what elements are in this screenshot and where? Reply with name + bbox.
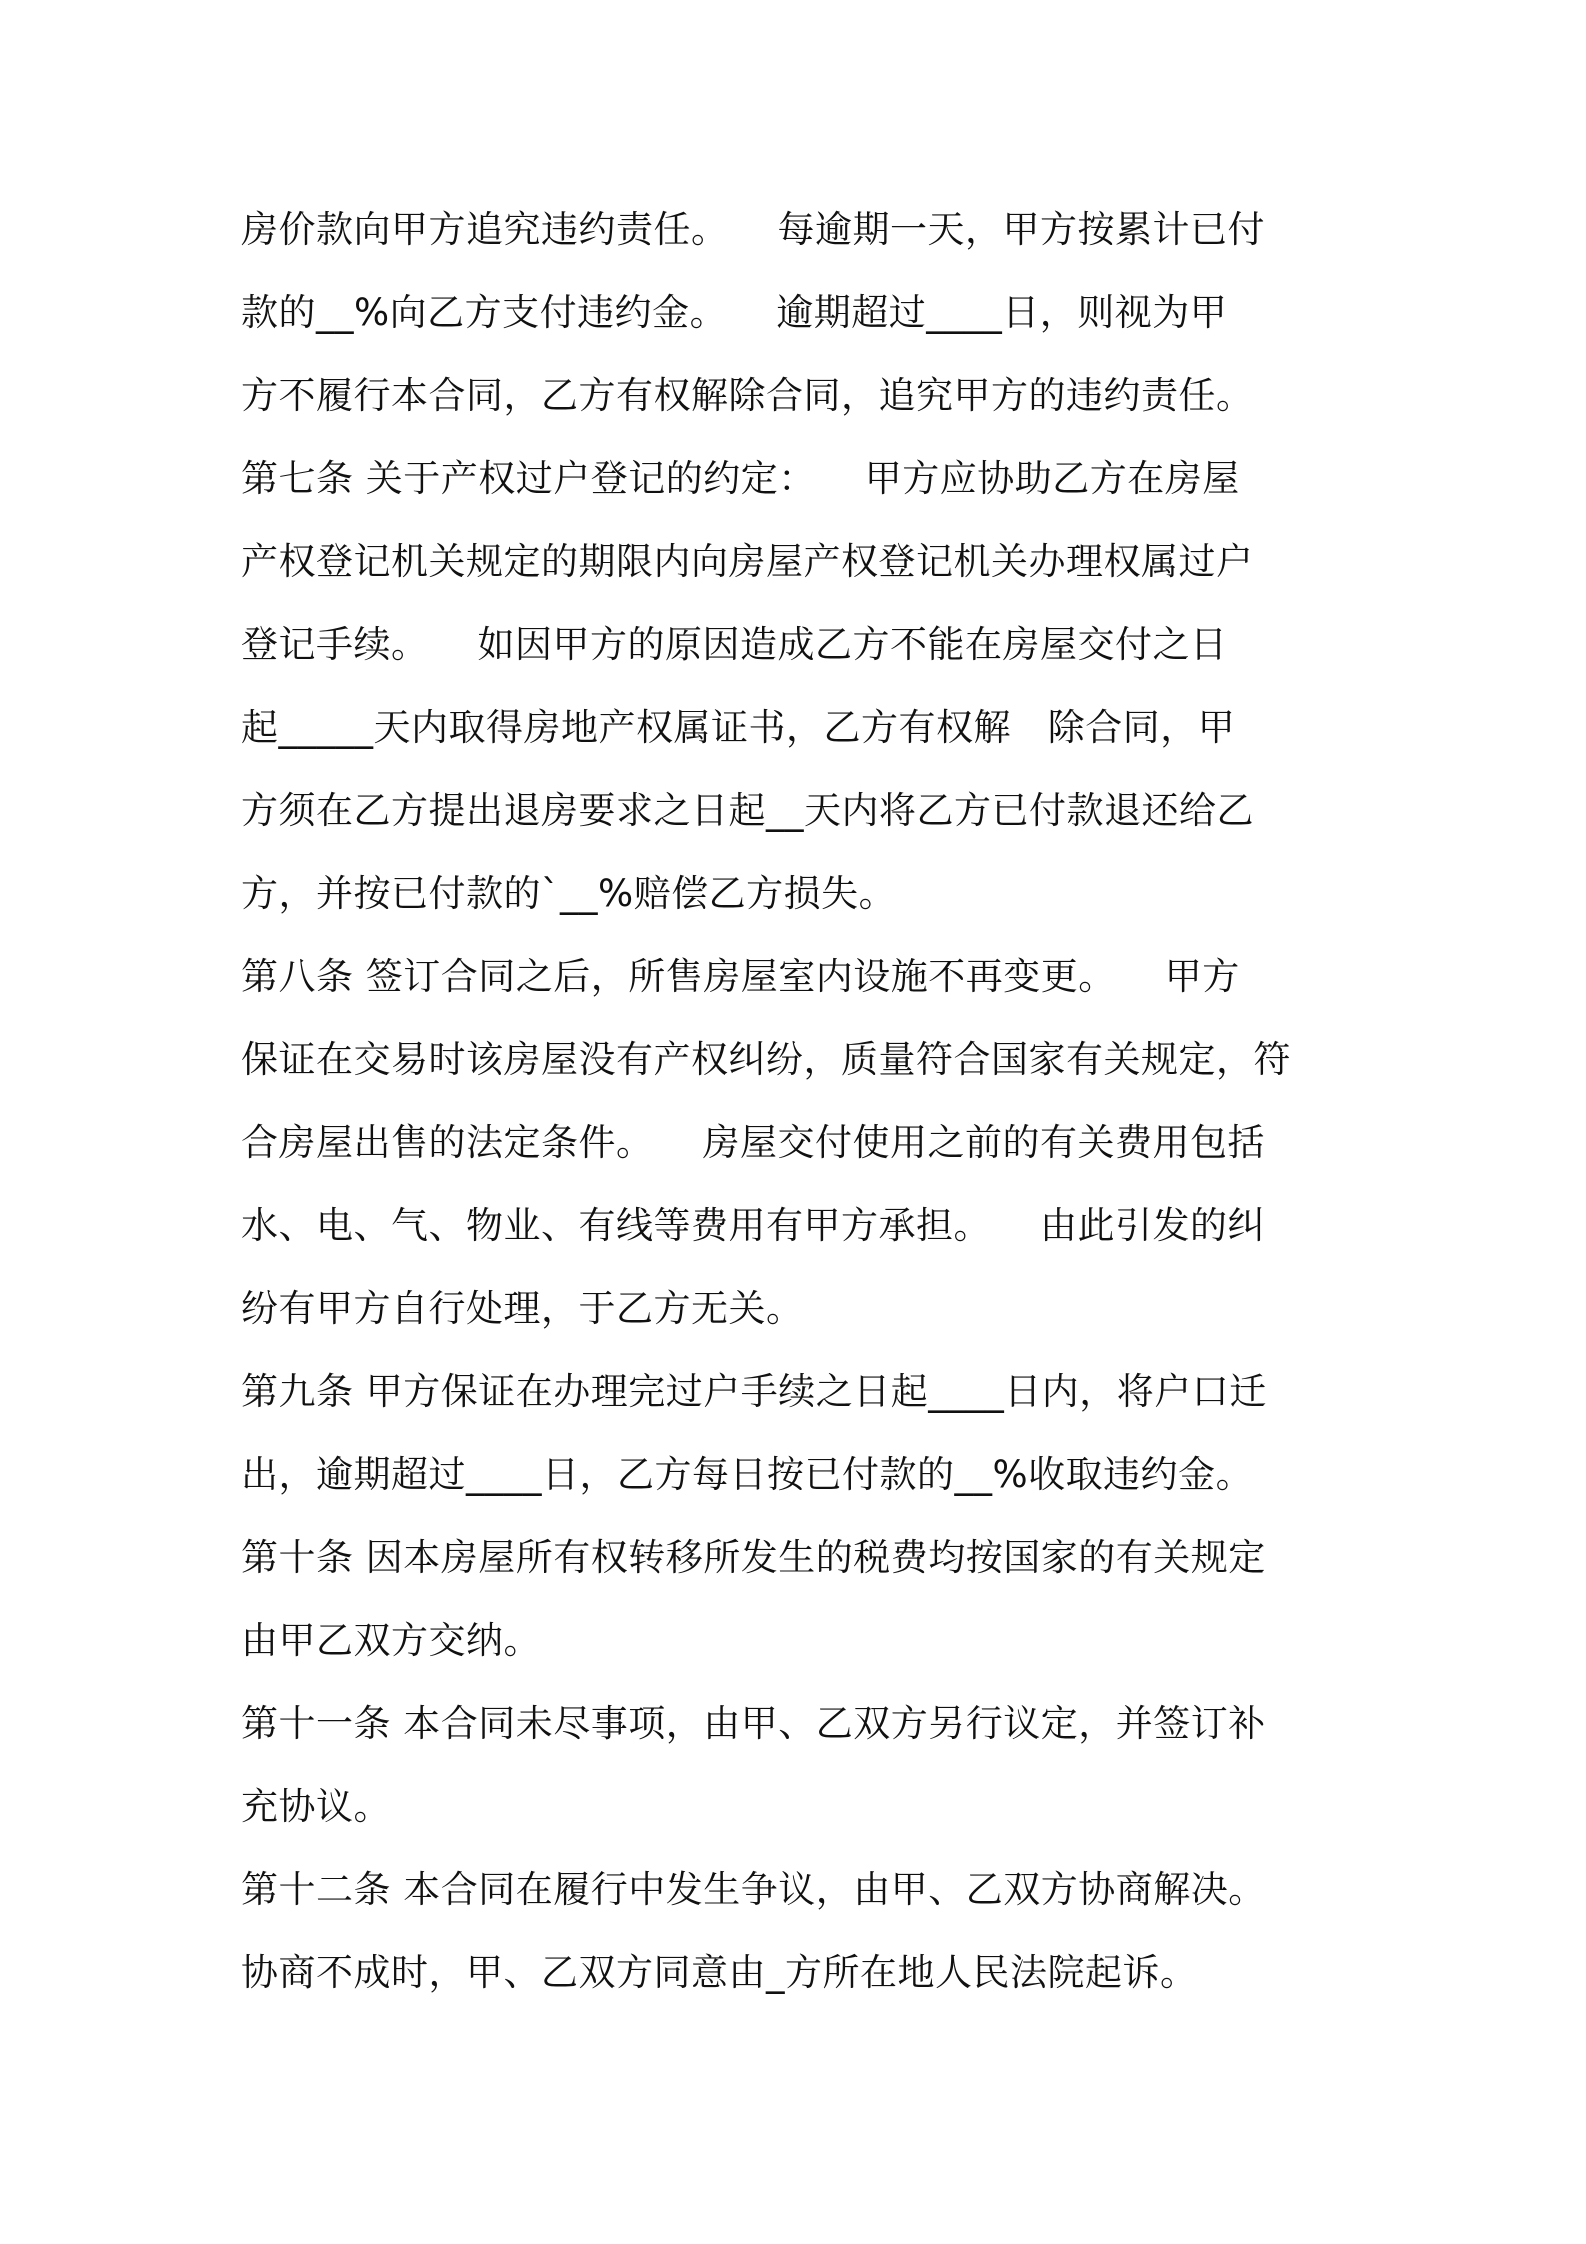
text-line: 第八条 签订合同之后，所售房屋室内设施不再变更。 甲方 bbox=[241, 955, 1240, 998]
text-line: 合房屋出售的法定条件。 房屋交付使用之前的有关费用包括 bbox=[241, 1121, 1266, 1164]
text-line: 由甲乙双方交纳。 bbox=[241, 1619, 541, 1662]
text-line: 产权登记机关规定的期限内向房屋产权登记机关办理权属过户 bbox=[241, 540, 1254, 583]
text-line: 第十条 因本房屋所有权转移所发生的税费均按国家的有关规定 bbox=[241, 1536, 1266, 1579]
text-line: 方不履行本合同，乙方有权解除合同，追究甲方的违约责任。 bbox=[241, 374, 1254, 417]
text-line: 登记手续。 如因甲方的原因造成乙方不能在房屋交付之日 bbox=[241, 623, 1228, 666]
text-line: 款的__%向乙方支付违约金。 逾期超过____日，则视为甲 bbox=[241, 291, 1228, 334]
text-line: 纷有甲方自行处理，于乙方无关。 bbox=[241, 1287, 804, 1330]
text-line: 方，并按已付款的`__%赔偿乙方损失。 bbox=[241, 872, 897, 915]
text-line: 水、电、气、物业、有线等费用有甲方承担。 由此引发的纠 bbox=[241, 1204, 1266, 1247]
text-line: 第十一条 本合同未尽事项，由甲、乙双方另行议定，并签订补 bbox=[241, 1702, 1266, 1745]
text-line: 充协议。 bbox=[241, 1785, 391, 1828]
text-line: 第七条 关于产权过户登记的约定： 甲方应协助乙方在房屋 bbox=[241, 457, 1240, 500]
text-line: 房价款向甲方追究违约责任。 每逾期一天，甲方按累计已付 bbox=[241, 208, 1266, 251]
text-line: 协商不成时，甲、乙双方同意由_方所在地人民法院起诉。 bbox=[241, 1951, 1198, 1994]
text-line: 出，逾期超过____日，乙方每日按已付款的__%收取违约金。 bbox=[241, 1453, 1254, 1496]
text-line: 第十二条 本合同在履行中发生争议，由甲、乙双方协商解决。 bbox=[241, 1868, 1266, 1911]
text-line: 方须在乙方提出退房要求之日起__天内将乙方已付款退还给乙 bbox=[241, 789, 1254, 832]
text-line: 起_____天内取得房地产权属证书，乙方有权解 除合同，甲 bbox=[241, 706, 1236, 749]
text-line: 保证在交易时该房屋没有产权纠纷，质量符合国家有关规定，符 bbox=[241, 1038, 1291, 1081]
text-line: 第九条 甲方保证在办理完过户手续之日起____日内，将户口迁 bbox=[241, 1370, 1267, 1413]
